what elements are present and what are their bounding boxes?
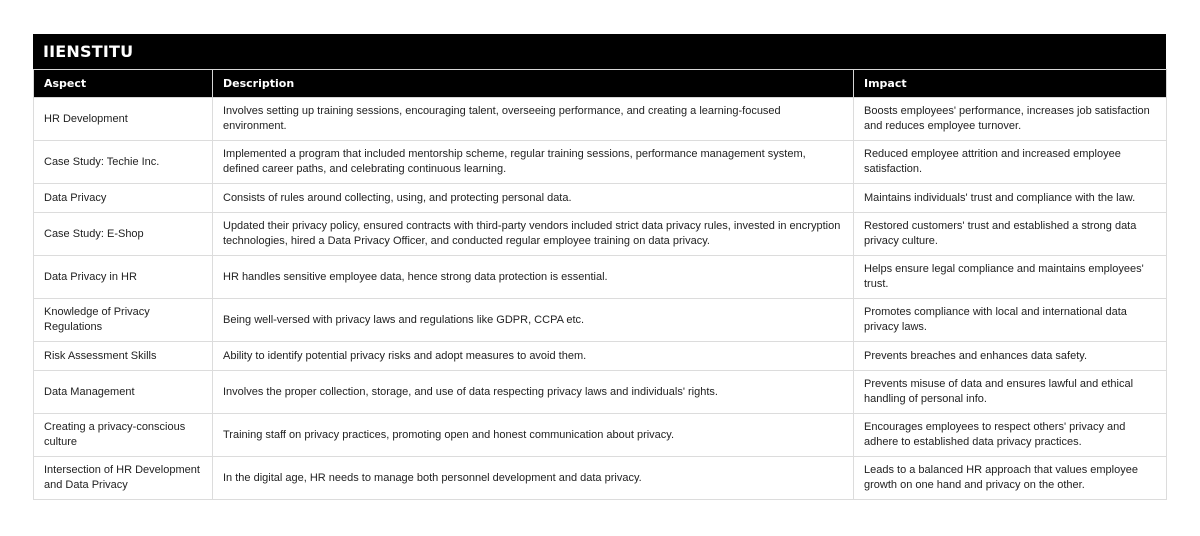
cell-description: Ability to identify potential privacy risks and adopt measures to avoid them. [213,342,854,371]
table-row [34,457,1167,500]
cell-description: Consists of rules around collecting, using, and protecting personal data. [213,184,854,213]
table-row [34,98,1167,141]
table-header-row [34,70,1167,98]
cell-impact: Prevents misuse of data and ensures lawful and ethical handling of personal info. [854,371,1167,414]
cell-impact: Encourages employees to respect others' privacy and adhere to established data privacy practices. [854,414,1167,457]
table-row [34,414,1167,457]
table-row [34,184,1167,213]
content-table-card [33,34,1166,500]
cell-aspect: Creating a privacy-conscious culture [34,414,213,457]
header-aspect: Aspect [34,70,213,98]
cell-impact: Promotes compliance with local and international data privacy laws. [854,299,1167,342]
cell-impact: Boosts employees' performance, increases job satisfaction and reduces employee turnover. [854,98,1167,141]
cell-description: Training staff on privacy practices, promoting open and honest communication about privacy. [213,414,854,457]
cell-impact: Leads to a balanced HR approach that values employee growth on one hand and privacy on the other. [854,457,1167,500]
cell-impact: Helps ensure legal compliance and maintains employees' trust. [854,256,1167,299]
cell-description: Implemented a program that included mentorship scheme, regular training sessions, performance management system, defined career paths, and celebrating continuous learning. [213,141,854,184]
cell-aspect: Case Study: E-Shop [34,213,213,256]
cell-aspect: Risk Assessment Skills [34,342,213,371]
cell-aspect: Knowledge of Privacy Regulations [34,299,213,342]
cell-description: Being well-versed with privacy laws and regulations like GDPR, CCPA etc. [213,299,854,342]
cell-impact: Restored customers' trust and established a strong data privacy culture. [854,213,1167,256]
cell-description: Updated their privacy policy, ensured contracts with third-party vendors included strict data privacy rules, invested in encryption technologies, hired a Data Privacy Officer, and conducted regular employee training on data privacy. [213,213,854,256]
table-row [34,371,1167,414]
brand-title: IIENSTITU [33,34,1166,69]
table-row [34,256,1167,299]
header-description: Description [213,70,854,98]
table-row [34,213,1167,256]
cell-description: Involves setting up training sessions, encouraging talent, overseeing performance, and creating a learning-focused environment. [213,98,854,141]
table-row [34,141,1167,184]
aspect-table [33,69,1167,500]
cell-impact: Reduced employee attrition and increased employee satisfaction. [854,141,1167,184]
cell-aspect: Data Privacy in HR [34,256,213,299]
table-row [34,299,1167,342]
cell-aspect: Case Study: Techie Inc. [34,141,213,184]
cell-aspect: Data Management [34,371,213,414]
cell-description: In the digital age, HR needs to manage both personnel development and data privacy. [213,457,854,500]
cell-aspect: Intersection of HR Development and Data Privacy [34,457,213,500]
cell-impact: Prevents breaches and enhances data safety. [854,342,1167,371]
cell-description: HR handles sensitive employee data, hence strong data protection is essential. [213,256,854,299]
cell-aspect: HR Development [34,98,213,141]
table-row [34,342,1167,371]
cell-aspect: Data Privacy [34,184,213,213]
cell-description: Involves the proper collection, storage, and use of data respecting privacy laws and individuals' rights. [213,371,854,414]
header-impact: Impact [854,70,1167,98]
cell-impact: Maintains individuals' trust and compliance with the law. [854,184,1167,213]
